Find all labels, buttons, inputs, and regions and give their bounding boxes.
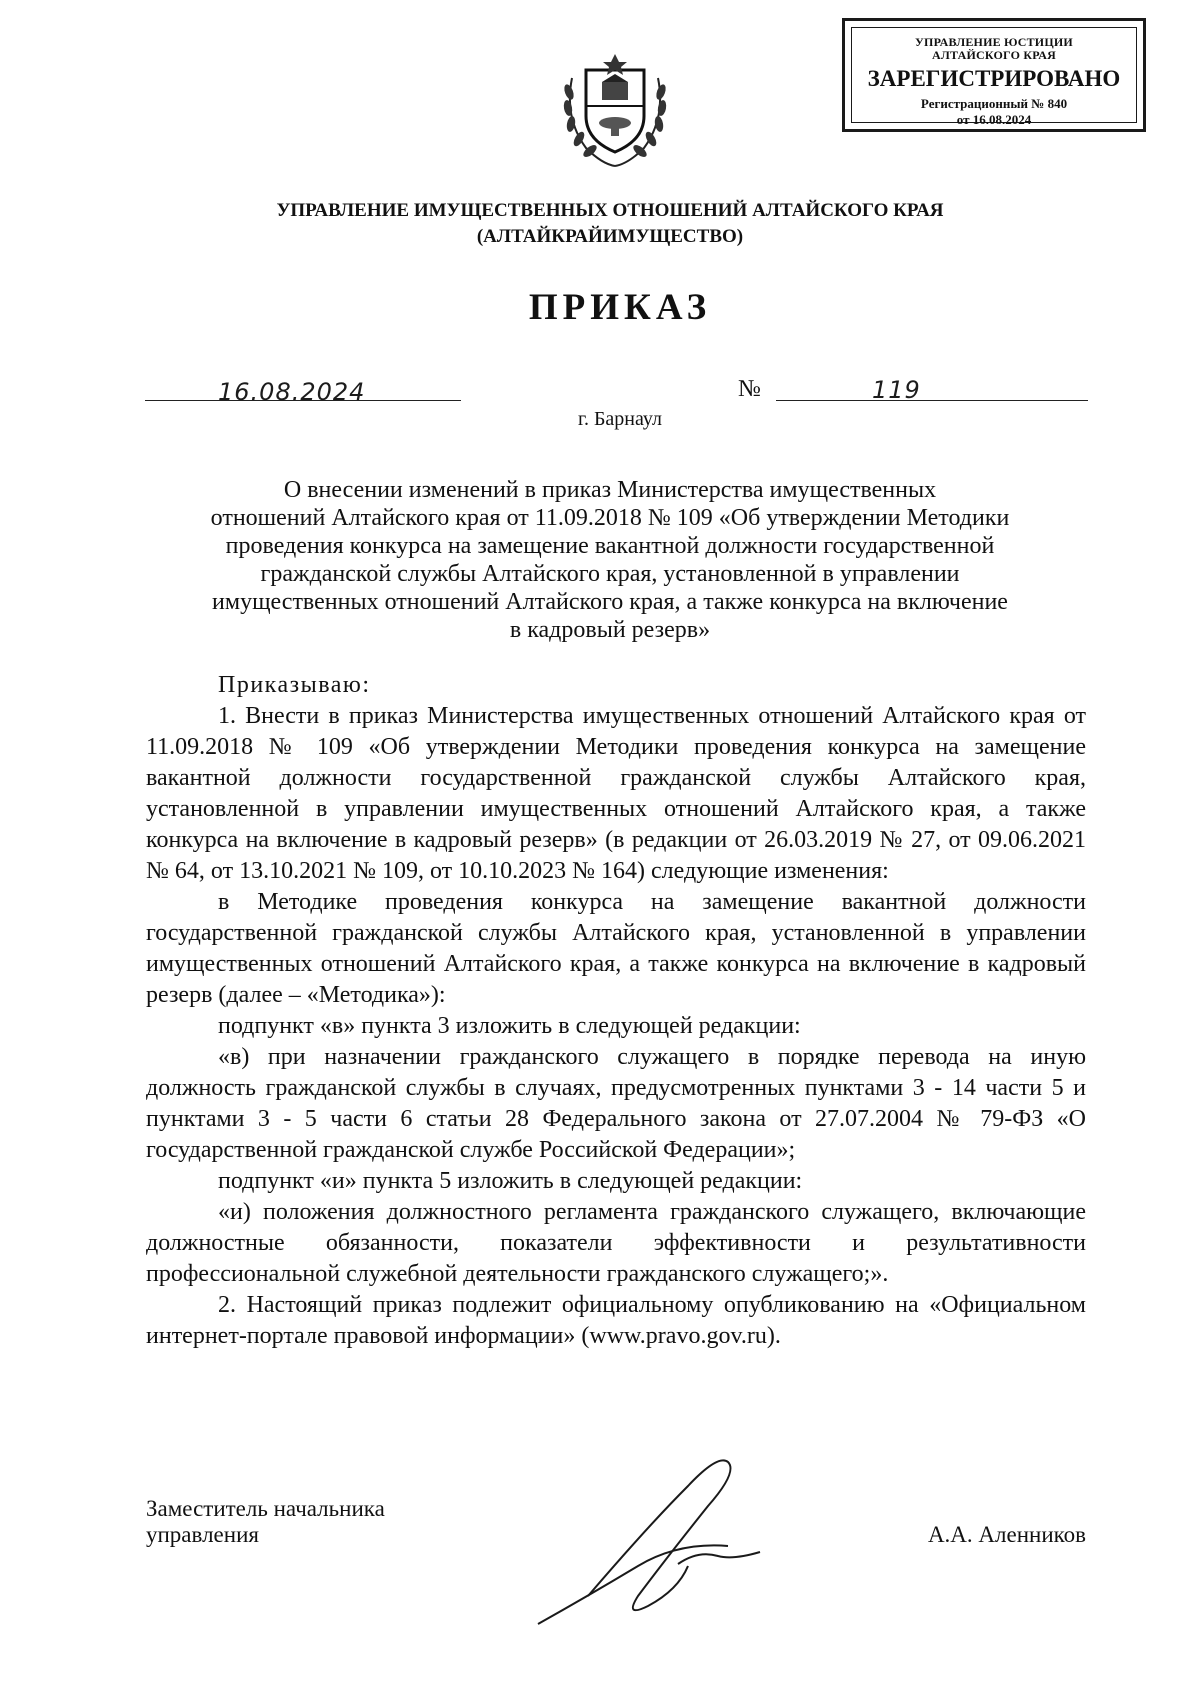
document-title <box>140 476 1080 644</box>
title-line: гражданской службы Алтайского края, установленной в управлении <box>260 561 960 587</box>
title-line: имущественных отношений Алтайского края, а также конкурса на включение <box>212 589 1008 615</box>
paragraph-5: подпункт «и» пункта 5 изложить в следующей редакции: <box>218 1168 803 1194</box>
signatory-position <box>146 1496 385 1548</box>
document-type: ПРИКАЗ <box>528 287 712 328</box>
title-line: О внесении изменений в приказ Министерства имущественных <box>283 477 937 503</box>
handwritten-date: 16.08.2024 <box>218 378 366 406</box>
stamp-org-line1: УПРАВЛЕНИЕ ЮСТИЦИИ <box>915 35 1073 49</box>
document-body <box>146 670 1086 1352</box>
city: г. Барнаул <box>578 408 662 430</box>
order-word: Приказываю: <box>218 672 371 698</box>
paragraph-4: «в) при назначении гражданского служащего в порядке перевода на иную должность гражданской службы в случаях, предусмотренных пунктами 3 - 14 части 5 и пунктами 3 - 5 части 6 статьи 28 Федерального закона от 27.07.2004 № 79-ФЗ «О государственной гражданской службе Российской Федерации»; <box>146 1044 1086 1163</box>
stamp-reg-date: от 16.08.2024 <box>956 112 1032 127</box>
signatory-name: А.А. Аленников <box>927 1522 1086 1547</box>
org-name: УПРАВЛЕНИЕ ИМУЩЕСТВЕННЫХ ОТНОШЕНИЙ АЛТАЙСКОГО КРАЯ <box>276 200 944 221</box>
registration-stamp <box>842 18 1146 132</box>
title-line: отношений Алтайского края от 11.09.2018 № 109 «Об утверждении Методики <box>210 505 1010 531</box>
paragraph-2: в Методике проведения конкурса на замещение вакантной должности государственной гражданской службы Алтайского края, установленной в управлении имущественных отношений Алтайского края, а также конкурса на включение в кадровый резерв (далее – «Методика»): <box>146 889 1086 1008</box>
stamp-org-line2: АЛТАЙСКОГО КРАЯ <box>932 48 1056 62</box>
title-line: в кадровый резерв» <box>509 617 711 643</box>
stamp-reg-number: Регистрационный № 840 <box>920 96 1068 111</box>
paragraph-6: «и) положения должностного регламента гражданского служащего, включающие должностные обязанности, показатели эффективности и результативности профессиональной служебной деятельности гражданского служащего;». <box>146 1199 1086 1287</box>
handwritten-number: 119 <box>872 376 921 404</box>
stamp-inner-frame <box>851 27 1137 127</box>
org-short-name: (АЛТАЙКРАЙИМУЩЕСТВО) <box>476 226 744 247</box>
altai-krai-coat-of-arms-icon <box>556 48 674 174</box>
title-line: проведения конкурса на замещение вакантной должности государственной <box>225 533 995 559</box>
position-line-2: управления <box>146 1522 259 1547</box>
number-underline <box>776 400 1088 401</box>
paragraph-3: подпункт «в» пункта 3 изложить в следующей редакции: <box>218 1013 801 1039</box>
position-line-1: Заместитель начальника <box>146 1496 385 1521</box>
paragraph-1: 1. Внести в приказ Министерства имущественных отношений Алтайского края от 11.09.2018 № 109 «Об утверждении Методики проведения конкурса на замещение вакантной должности государственной гражданской службы Алтайского края, установленной в управлении имущественных отношений Алтайского края, а также конкурса на включение в кадровый резерв» (в редакции от 26.03.2019 № 27, от 09.06.2021 № 64, от 13.10.2021 № 109, от 10.10.2023 № 164) следующие изменения: <box>146 703 1086 884</box>
number-label: № <box>738 376 761 402</box>
handwritten-signature-icon <box>528 1446 764 1646</box>
paragraph-7: 2. Настоящий приказ подлежит официальному опубликованию на «Официальном интернет-портале правовой информации» (www.pravo.gov.ru). <box>146 1292 1086 1349</box>
stamp-status: ЗАРЕГИСТРИРОВАНО <box>867 66 1121 91</box>
